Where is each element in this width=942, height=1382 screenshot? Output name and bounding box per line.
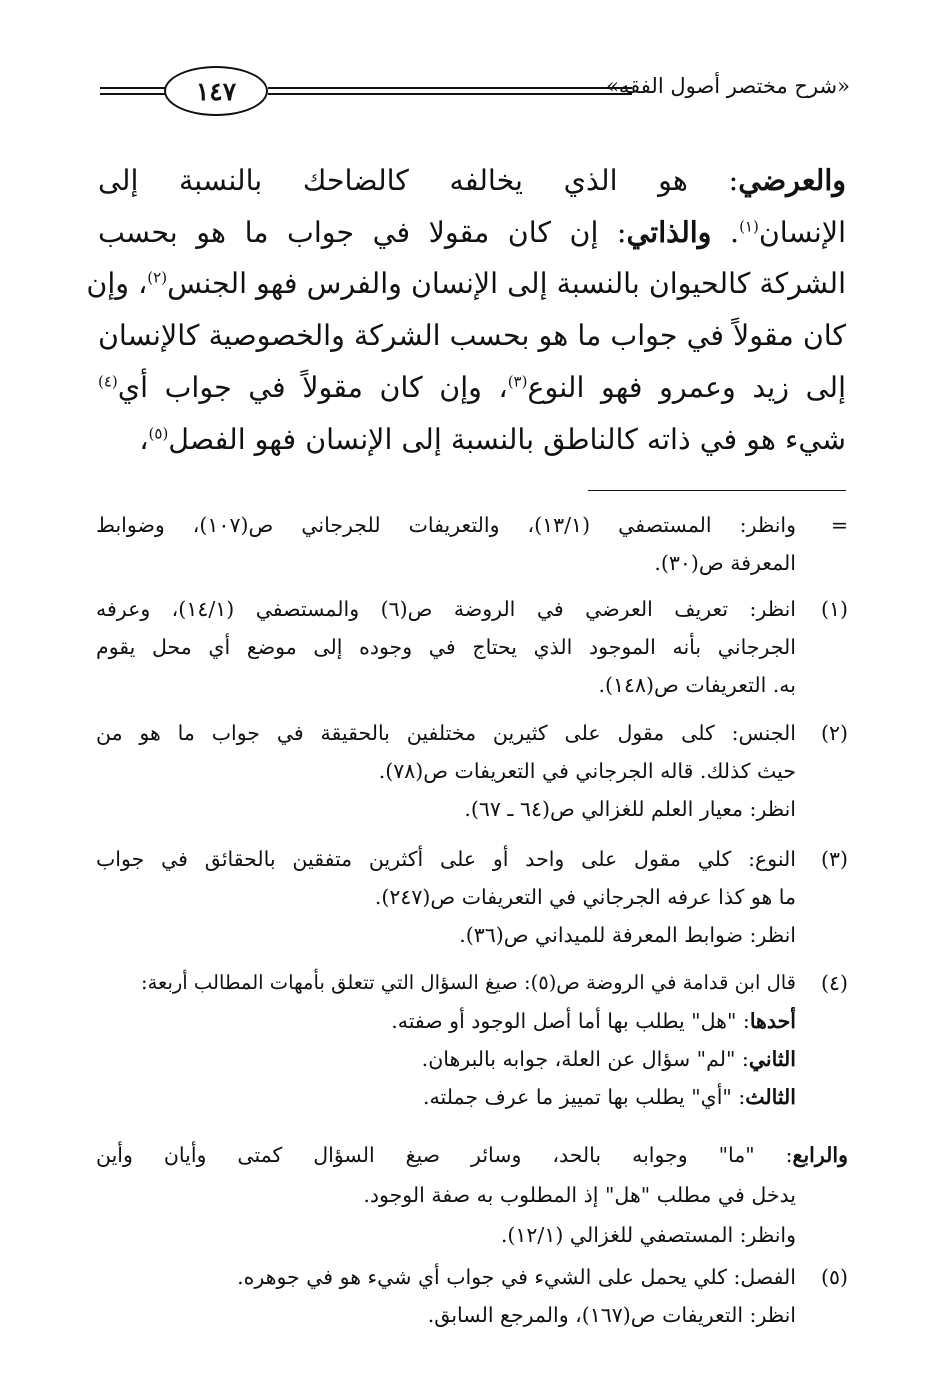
footnote-term: الثالث: [745, 1085, 796, 1109]
footnote-number: (٢): [820, 721, 848, 745]
footnote-line: الفصل: كلي يحمل على الشيء في جواب أي شيء هو في جوهره.: [237, 1265, 796, 1289]
main-line-6: [98, 420, 846, 460]
main-text: .: [711, 216, 740, 249]
main-text: الإنسان: [758, 216, 846, 249]
main-line-4: [98, 316, 846, 356]
page-number: ١٤٧: [195, 76, 237, 106]
footnote-body: [96, 844, 796, 950]
footnote-text: : "لم" سؤال عن العلة، جوابه بالبرهان.: [421, 1047, 749, 1071]
footnote-separator: [588, 490, 846, 491]
header-rule-right-top: [268, 87, 632, 89]
footnote-line: انظر: تعريف العرضي في الروضة ص(٦) والمستصفي (١٤/١)، وعرفه: [96, 597, 796, 621]
footnote-text: : "أي" يطلب بها تمييز ما عرف جملته.: [423, 1085, 746, 1109]
footnote-ref-4[interactable]: (٤): [98, 372, 118, 391]
main-line-5: [98, 368, 846, 408]
footnote-text: : "ما" وجوابه بالحد، وسائر صيغ السؤال كمتى وأيان وأين: [96, 1143, 793, 1167]
footnote-line: الجنس: كلى مقول على كثيرين مختلفين بالحقيقة في جواب ما هو من: [96, 721, 796, 745]
main-text: إلى زيد وعمرو فهو النوع: [527, 371, 846, 404]
footnote-body: [96, 1262, 796, 1330]
footnote-text: : "هل" يطلب بها أما أصل الوجود أو صفته.: [391, 1009, 750, 1033]
footnote-term: الثاني: [748, 1047, 796, 1071]
footnote-2: [96, 718, 848, 838]
term-essential: والذاتي: [626, 215, 712, 249]
footnote-line: [96, 1044, 796, 1074]
footnote-line: وانظر: المستصفي (١٣/١)، والتعريفات للجرجاني ص(١٠٧)، وضوابط: [96, 513, 796, 537]
main-text: كان مقولاً في جواب ما هو بحسب الشركة والخصوصية كالإنسان: [98, 319, 846, 352]
footnote-line: النوع: كلي مقول على واحد أو على أكثرين متفقين بالحقائق في جواب: [96, 847, 796, 871]
main-text: ، وإن: [86, 267, 148, 300]
footnote-line: قال ابن قدامة في الروضة ص(٥): صيغ السؤال التي تتعلق بأمهات المطالب أربعة:: [141, 971, 796, 994]
header-rule-left-bottom: [100, 93, 166, 95]
continuation-mark: =: [830, 513, 848, 537]
footnote-line: الجرجاني بأنه الموجود الذي يحتاج في وجوده إلى موضع أي محل يقوم: [96, 635, 796, 659]
main-text: ، وإن كان مقولاً في جواب أي: [117, 371, 508, 404]
footnote-number: (٤): [820, 971, 848, 995]
footnote-1: [96, 594, 848, 714]
footnote-body: [96, 594, 796, 700]
footnote-line: وانظر: المستصفي للغزالي (١٢/١).: [500, 1223, 796, 1247]
footnote-4-line-5: [96, 1140, 848, 1170]
footnote-ref-3[interactable]: (٣): [507, 372, 528, 391]
footnote-line: به. التعريفات ص(١٤٨).: [598, 673, 796, 697]
footnote-number: (١): [820, 597, 848, 621]
main-line-1: [98, 160, 846, 201]
footnote-body: [96, 510, 796, 578]
footnote-ref-5[interactable]: (٥): [148, 424, 169, 443]
footnote-5: [96, 1262, 848, 1342]
header-rule-left-top: [100, 87, 166, 89]
footnote-line: انظر: ضوابط المعرفة للميداني ص(٣٦).: [459, 923, 796, 947]
footnote-line: المعرفة ص(٣٠).: [654, 551, 796, 575]
footnote-continued: [96, 510, 848, 590]
footnote-ref-1[interactable]: (١): [739, 217, 759, 236]
running-title: «شرح مختصر أصول الفقه»: [606, 74, 850, 98]
main-text: : إن كان مقولا في جواب ما هو بحسب: [98, 216, 627, 249]
footnote-body: [96, 718, 796, 824]
main-text: الشركة كالحيوان بالنسبة إلى الإنسان والفرس فهو الجنس: [167, 267, 846, 300]
main-line-3: [86, 264, 846, 304]
footnote-number: (٣): [820, 847, 848, 871]
footnote-line: [96, 1006, 796, 1036]
footnote-term: أحدها: [749, 1009, 796, 1033]
main-text: : هو الذي يخالفه كالضاحك بالنسبة إلى: [98, 164, 739, 197]
page-number-badge: [164, 66, 268, 116]
main-text: شيء هو في ذاته كالناطق بالنسبة إلى الإنسان فهو الفصل: [168, 423, 846, 456]
footnote-body: [96, 968, 796, 1112]
footnote-line: انظر: التعريفات ص(١٦٧)، والمرجع السابق.: [427, 1303, 796, 1327]
main-line-2: [98, 212, 846, 253]
term-accidental: والعرضي: [738, 163, 846, 197]
footnote-line: [96, 1082, 796, 1112]
footnote-term: والرابع: [792, 1143, 848, 1167]
footnote-ref-2[interactable]: (٢): [147, 268, 168, 287]
footnote-line: حيث كذلك. قاله الجرجاني في التعريفات ص(٧٨).: [378, 759, 796, 783]
footnote-4: [96, 968, 848, 1258]
footnote-line: ما هو كذا عرفه الجرجاني في التعريفات ص(٢٤٧).: [374, 885, 796, 909]
main-text: ،: [139, 423, 149, 456]
footnote-3: [96, 844, 848, 964]
footnote-line: انظر: معيار العلم للغزالي ص(٦٤ ـ ٦٧).: [464, 797, 796, 821]
footnote-line: يدخل في مطلب "هل" إذ المطلوب به صفة الوجود.: [363, 1183, 796, 1207]
header-rule-right-bottom: [268, 93, 632, 95]
footnote-number: (٥): [820, 1265, 848, 1289]
